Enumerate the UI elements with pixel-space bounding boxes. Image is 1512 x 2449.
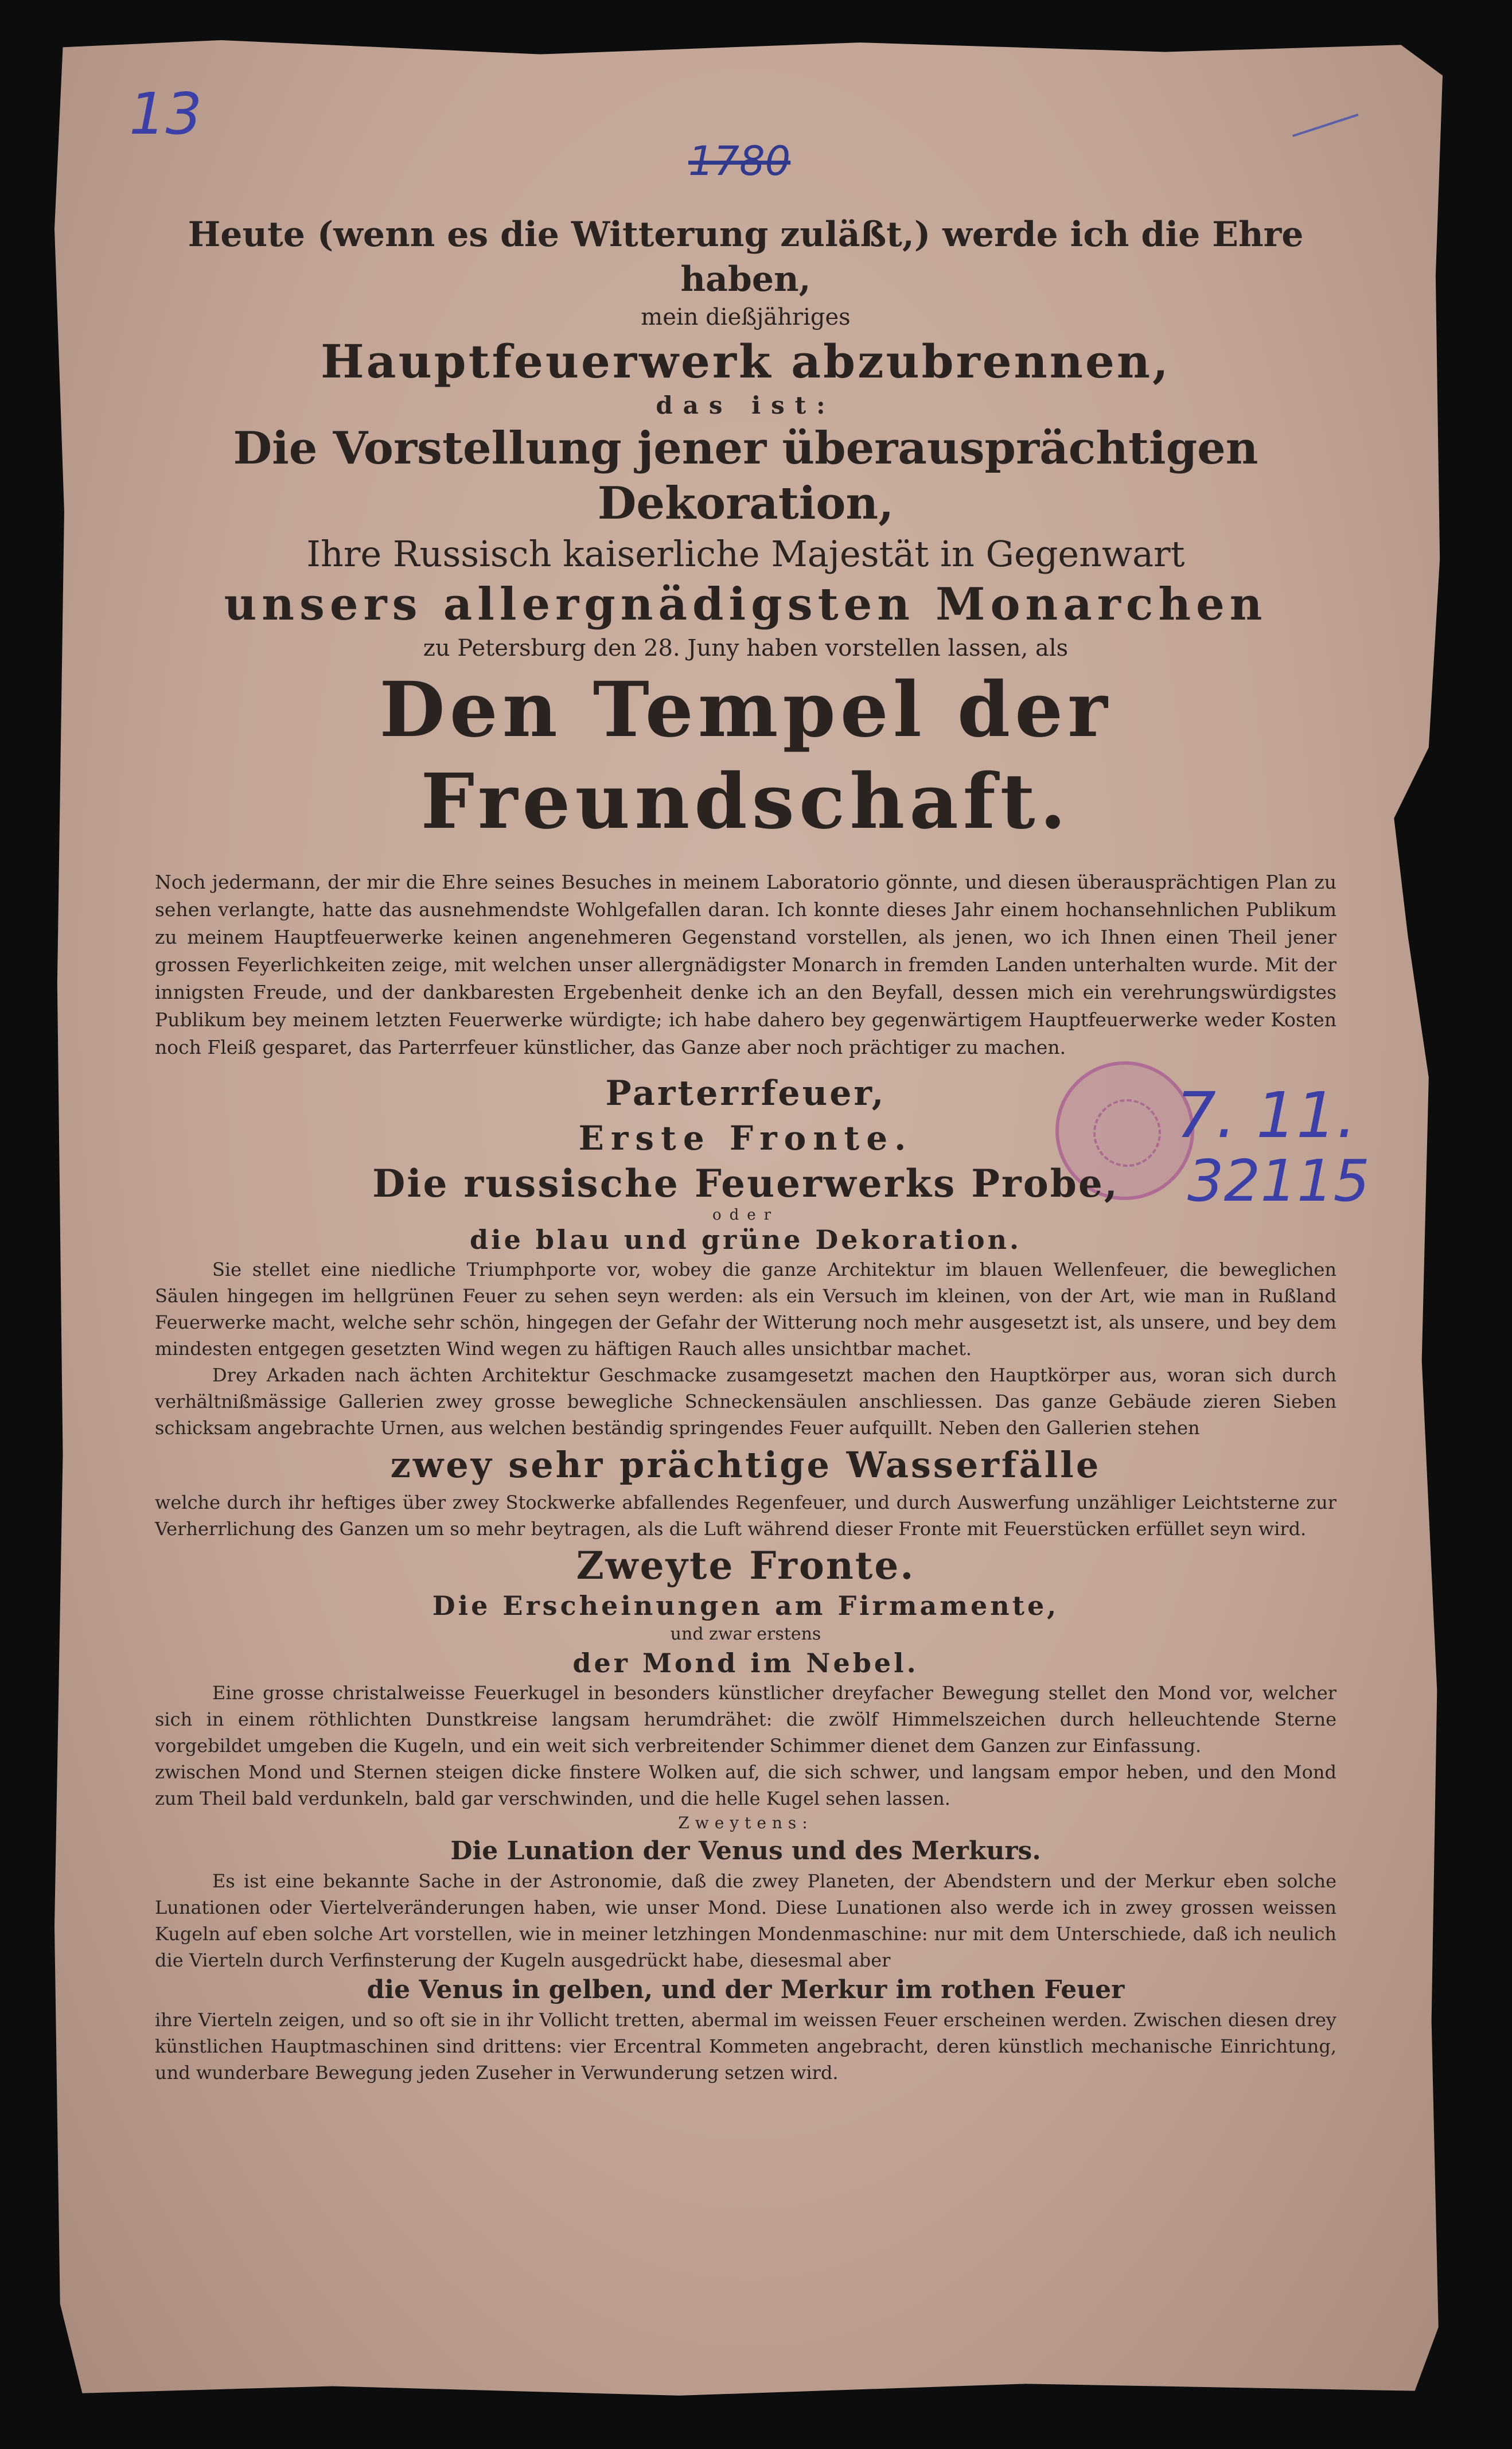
header-line-5: Die Vorstellung jener überausprächtigen Dekoration, — [233, 422, 1258, 529]
section1-subtitle2: die blau und grüne Dekoration. — [469, 1224, 1022, 1255]
waterfalls-heading: zwey sehr prächtige Wasserfälle — [390, 1444, 1101, 1486]
section1-subtitle: Die russische Feuerwerks Probe, — [372, 1161, 1119, 1206]
header-line-7: unsers allergnädigsten Monarchen — [224, 578, 1268, 630]
section1-paragraph-3: welche durch ihr heftiges über zwey Stockwerke abfallendes Regenfeuer, und durch Auswerfung unzähliger Leichtsterne zur Verherrlichung des Ganzen um so mehr beytragen, als die Luft während dieser Fronte mit Feuerstücken erfüllet seyn wird. — [155, 1492, 1336, 1540]
section2-subtitle2: der Mond im Nebel. — [572, 1648, 919, 1679]
section2-paragraph-1: Eine grosse christalweisse Feuerkugel in besonders künstlicher dreyfacher Bewegung stellet den Mond vor, welcher sich in einem röthlichten Dunstkreise langsam herumdrähet: die zwölf Himmelszeichen durch helleuchtende Sterne vorgebildet umgeben die Kugeln, und ein weit sich verbreitender Schimmer dienet dem Ganzen zur Einfassung. — [155, 1682, 1336, 1757]
section1-title: Parterrfeuer, — [605, 1073, 886, 1113]
handwritten-year: 1780 — [688, 138, 791, 185]
main-title: Den Tempel der Freundschaft. — [379, 665, 1112, 846]
section1-paragraph-1: Sie stellet eine niedliche Triumphporte vor, wobey die ganze Architektur im blauen Wellenfeuer, die beweglichen Säulen hingegen im hellgrünen Feuer zu sehen seyn werden: als ein Versuch im kleinen, von der Art, wie man in Rußland Feuerwerke macht, welche sehr schön, hingegen der Gefahr der Witterung noch mehr ausgesetzt ist, als unsere, und bey dem mindesten entgegen gesetzten Wind wegen zu häftigen Rauch alles unsichtbar machet. — [155, 1259, 1336, 1360]
header-line-1: Heute (wenn es die Witterung zuläßt,) werde ich die Ehre haben, — [188, 215, 1304, 299]
section2-paragraph-4: ihre Vierteln zeigen, und so oft sie in ihr Vollicht tretten, abermal im weissen Feuer erscheinen werden. Zwischen diesen drey künstlichen Hauptmaschinen sind drittens: vier Ercentral Kommeten angebracht, deren künstlich mechanische Einrichtung, und wunderbare Bewegung jeden Zuseher in Verwunderung setzen wird. — [155, 2009, 1336, 2084]
header-line-6: Ihre Russisch kaiserliche Majestät in Gegenwart — [306, 533, 1185, 575]
section2-zweytens: Zweytens: — [678, 1813, 813, 1832]
section2-paragraph-2: zwischen Mond und Sternen steigen dicke finstere Wolken auf, die sich schwer, und langsam empor heben, und den Mond zum Theil bald verdunkeln, bald gar verschwinden, und die helle Kugel sehen lassen. — [155, 1761, 1336, 1809]
header-line-4: das ist: — [656, 391, 836, 419]
lunation-heading: Die Lunation der Venus und des Merkurs. — [450, 1836, 1041, 1866]
handwritten-page-number: 13 — [129, 80, 202, 147]
handwritten-reference-top: 7. 11. — [1176, 1079, 1357, 1152]
section2-paragraph-3: Es ist eine bekannte Sache in der Astronomie, daß die zwey Planeten, der Abendstern und der Merkur eben solche Lunationen oder Viertelveränderungen haben, wie unser Mond. Diese Lunationen also werde ich in zwey grossen weissen Kugeln auf eben solche Art vorstellen, wie in meiner letzhingen Mondenmaschine: nur mit dem Unterschiede, daß ich neulich die Vierteln durch Verfinsterung der Kugeln ausgedrückt habe, diesesmal aber — [155, 1870, 1336, 1971]
section2-front: Zweyte Fronte. — [576, 1543, 915, 1588]
section1-front: Erste Fronte. — [578, 1119, 913, 1158]
section2-und: und zwar erstens — [670, 1624, 821, 1644]
header-line-3: Hauptfeuerwerk abzubrennen, — [321, 334, 1171, 388]
venus-heading: die Venus in gelben, und der Merkur im rothen Feuer — [367, 1975, 1125, 2004]
section1-oder: oder — [712, 1206, 780, 1224]
section2-subtitle: Die Erscheinungen am Firmamente, — [432, 1590, 1059, 1621]
handwritten-reference-bottom: 32115 — [1187, 1147, 1370, 1214]
header-line-2: mein dießjähriges — [641, 304, 851, 330]
intro-paragraph: Noch jedermann, der mir die Ehre seines Besuches in meinem Laboratorio gönnte, und diesen überausprächtigen Plan zu sehen verlangte, hatte das ausnehmendste Wohlgefallen daran. Ich konnte dieses Jahr einem hochansehnlichen Publikum zu meinem Hauptfeuerwerke keinen angenehmeren Gegenstand vorstellen, als jenen, wo ich Ihnen einen Theil jener grossen Feyerlichkeiten zeige, mit welchen unser allergnädigster Monarch in fremden Landen unterhalten wurde. Mit der innigsten Freude, und der dankbaresten Ergebenheit denke ich an den Beyfall, dessen mich ein verehrungswürdigstes Publikum bey meinem letzten Feuerwerke würdigte; ich habe dahero bey gegenwärtigem Hauptfeuerwerke weder Kosten noch Fleiß gesparet, das Parterrfeuer künstlicher, das Ganze aber noch prächtiger zu machen. — [155, 871, 1336, 1058]
section1-paragraph-2: Drey Arkaden nach ächten Architektur Geschmacke zusamgesetzt machen den Hauptkörper aus, woran sich durch verhältnißmässige Gallerien zwey grosse bewegliche Schneckensäulen anschliessen. Das ganze Gebäude zieren Sieben schicksam angebrachte Urnen, aus welchen beständig springendes Feuer aufquillt. Neben den Gallerien stehen — [155, 1364, 1336, 1439]
header-line-8: zu Petersburg den 28. Juny haben vorstellen lassen, als — [423, 635, 1069, 661]
document-body — [155, 212, 1336, 2086]
